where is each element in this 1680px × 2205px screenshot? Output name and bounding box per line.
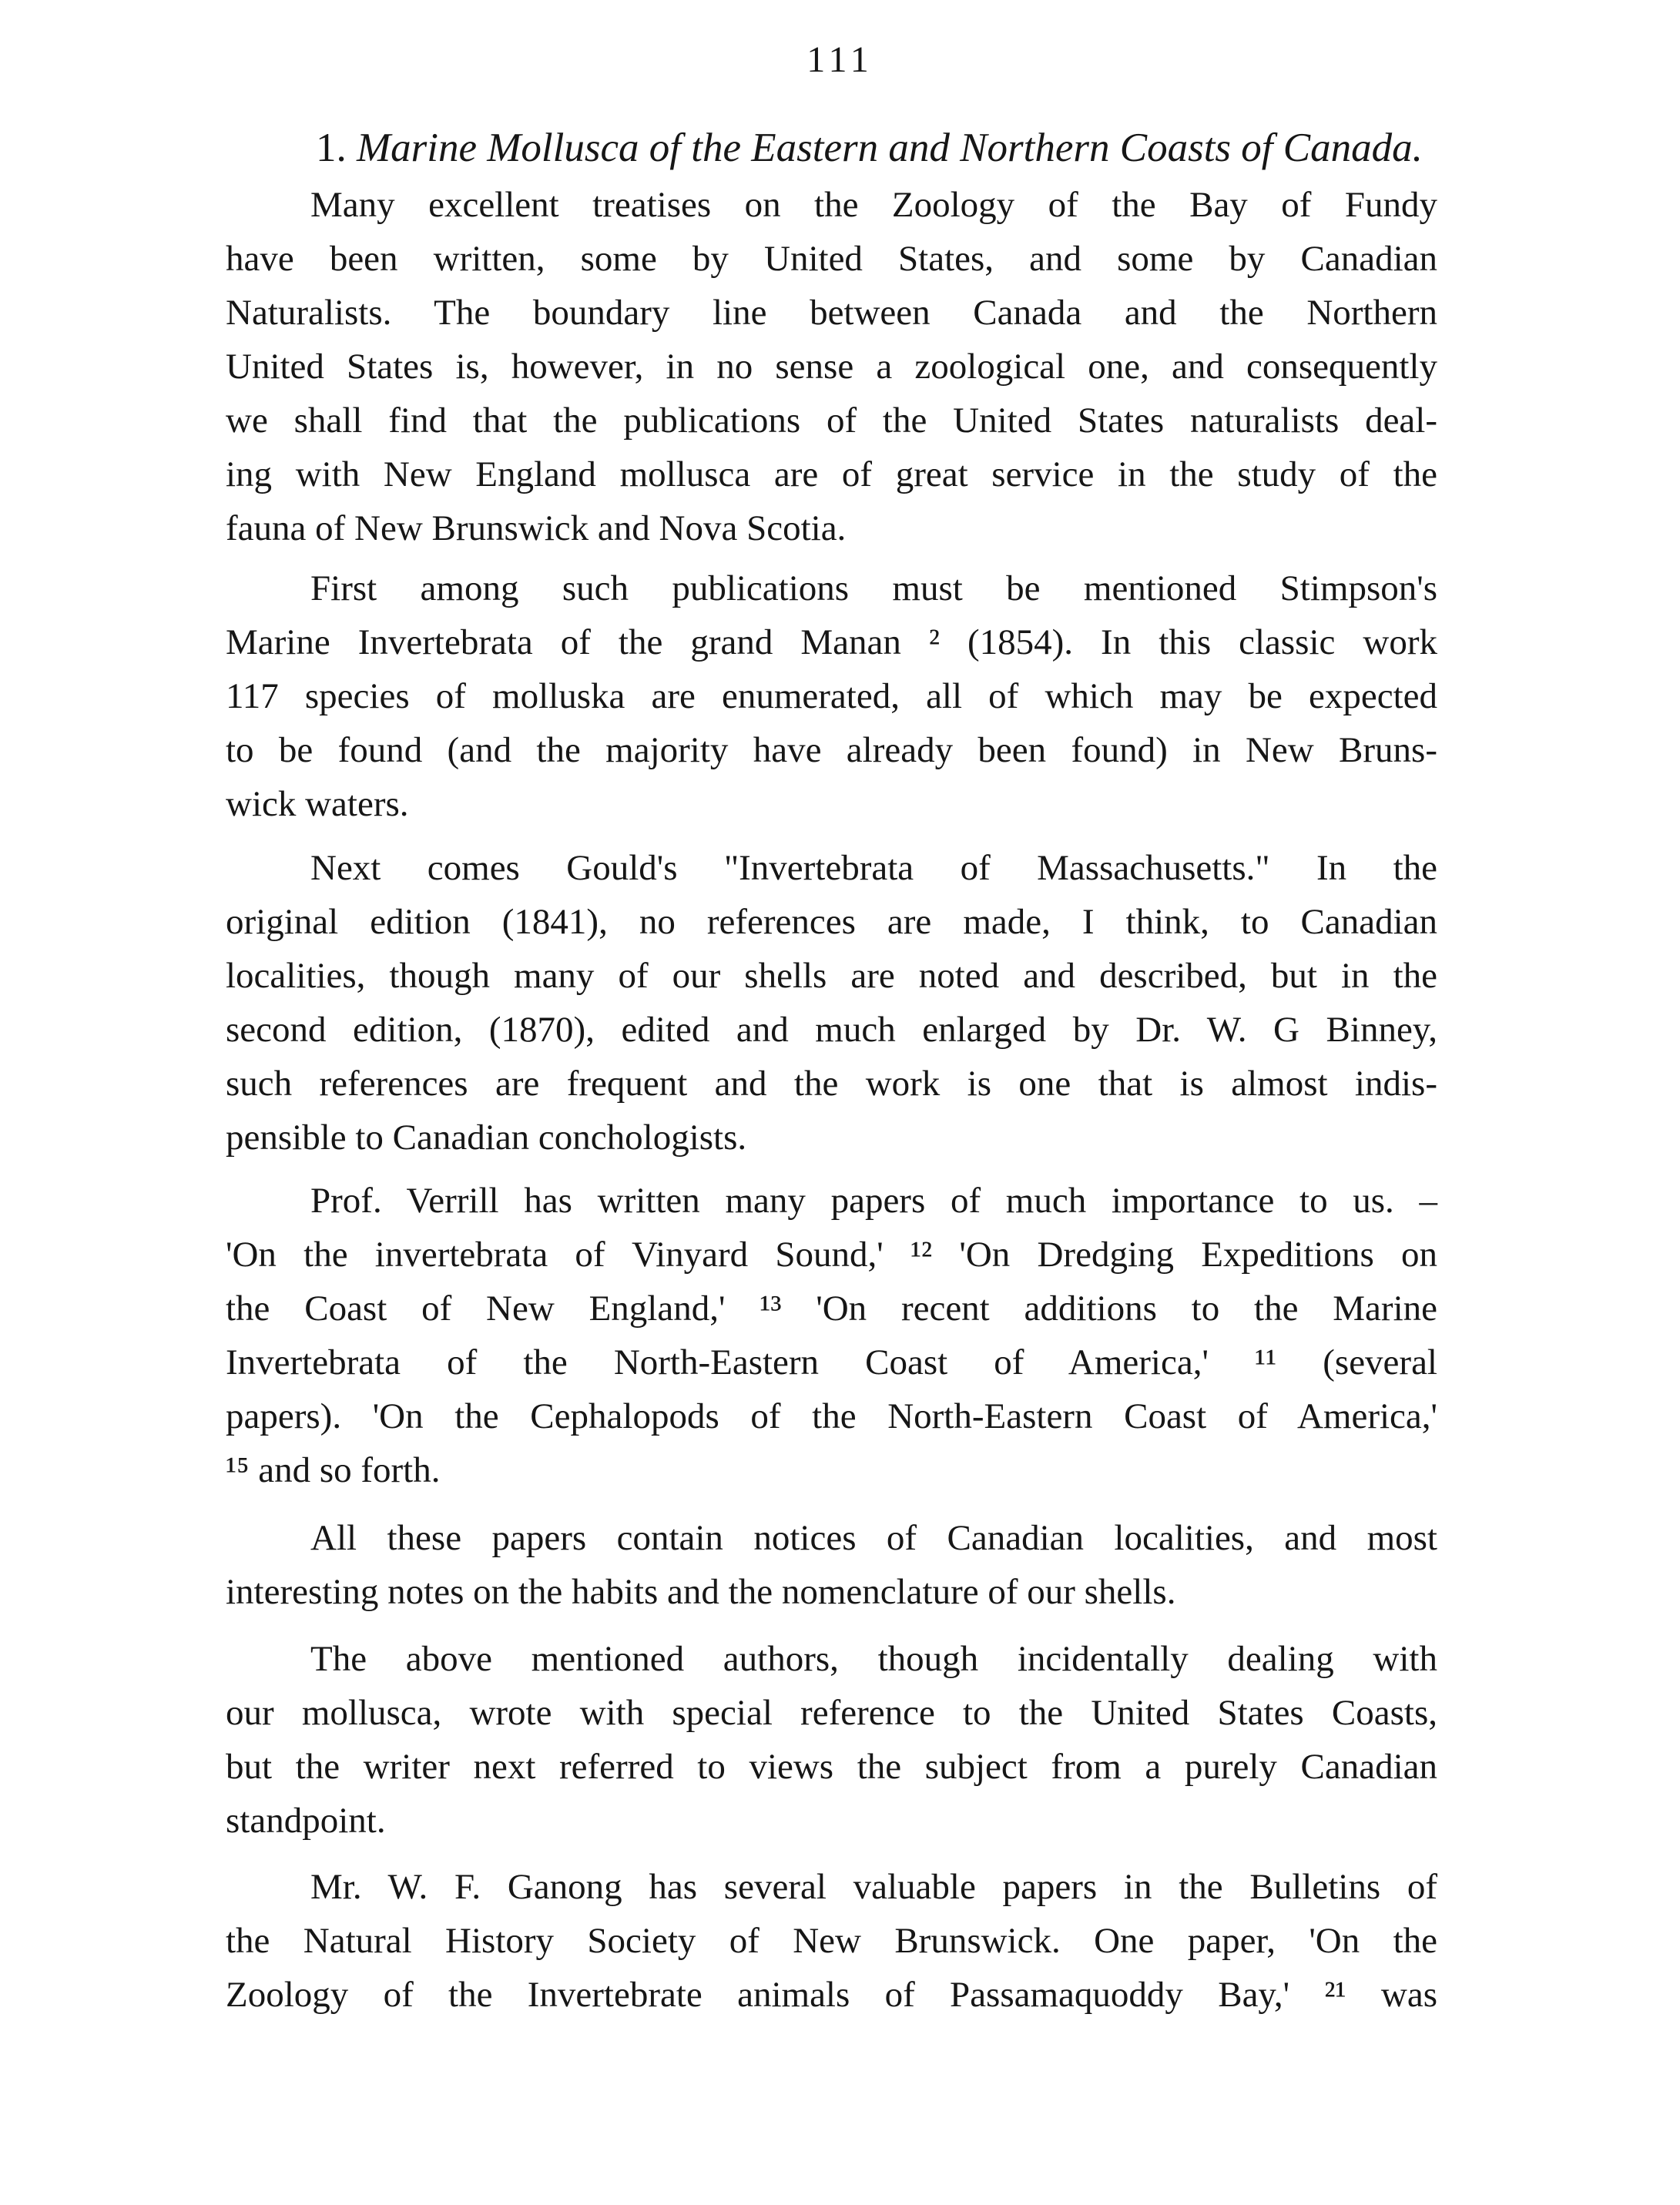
text-line: have been written, some by United States, and some by Canadian — [226, 239, 1437, 279]
text-line: Many excellent treatises on the Zoology of the Bay of Fundy — [310, 185, 1437, 225]
text-line: 117 species of molluska are enumerated, all of which may be expected — [226, 676, 1437, 716]
text-line: our mollusca, wrote with special reference to the United States Coasts, — [226, 1693, 1437, 1733]
text-line: papers). 'On the Cephalopods of the North-Eastern Coast of America,' — [226, 1396, 1437, 1436]
text-line: United States is, however, in no sense a zoological one, and consequently — [226, 347, 1437, 387]
text-line: but the writer next referred to views the subject from a purely Canadian — [226, 1747, 1437, 1787]
text-line: standpoint. — [226, 1801, 386, 1841]
section-number: 1. — [316, 126, 347, 170]
text-line: Marine Invertebrata of the grand Manan ² (1854). In this classic work — [226, 622, 1437, 662]
section-title: Marine Mollusca of the Eastern and Northern Coasts of Canada. — [357, 126, 1423, 170]
text-line: to be found (and the majority have already been found) in New Bruns- — [226, 730, 1437, 770]
section-heading — [316, 122, 1448, 174]
text-line: wick waters. — [226, 784, 409, 824]
text-line: Naturalists. The boundary line between Canada and the Northern — [226, 293, 1437, 333]
text-line: Prof. Verrill has written many papers of much importance to us. – — [310, 1181, 1437, 1221]
text-line: fauna of New Brunswick and Nova Scotia. — [226, 508, 847, 548]
text-line: pensible to Canadian conchologists. — [226, 1118, 747, 1158]
text-line: Mr. W. F. Ganong has several valuable papers in the Bulletins of — [310, 1867, 1437, 1907]
text-line: ing with New England mollusca are of great service in the study of the — [226, 454, 1437, 494]
text-line: Invertebrata of the North-Eastern Coast of America,' ¹¹ (several — [226, 1342, 1437, 1382]
text-line: 'On the invertebrata of Vinyard Sound,' ¹² 'On Dredging Expeditions on — [226, 1235, 1437, 1275]
text-line: First among such publications must be mentioned Stimpson's — [310, 568, 1437, 608]
text-line: the Coast of New England,' ¹³ 'On recent additions to the Marine — [226, 1288, 1437, 1329]
text-line: second edition, (1870), edited and much enlarged by Dr. W. G Binney, — [226, 1010, 1437, 1050]
text-line: localities, though many of our shells are noted and described, but in the — [226, 956, 1437, 996]
text-line: Next comes Gould's "Invertebrata of Massachusetts." In the — [310, 848, 1437, 888]
text-line: All these papers contain notices of Canadian localities, and most — [310, 1518, 1437, 1558]
page-number: 111 — [806, 39, 874, 80]
text-line: we shall find that the publications of the United States naturalists deal- — [226, 400, 1437, 441]
text-line: Zoology of the Invertebrate animals of Passamaquoddy Bay,' ²¹ was — [226, 1975, 1437, 2015]
text-line: The above mentioned authors, though incidentally dealing with — [310, 1639, 1437, 1679]
text-line: ¹⁵ and so forth. — [226, 1450, 441, 1490]
text-line: interesting notes on the habits and the nomenclature of our shells. — [226, 1572, 1176, 1612]
text-line: such references are frequent and the work is one that is almost indis- — [226, 1064, 1437, 1104]
text-line: original edition (1841), no references are made, I think, to Canadian — [226, 902, 1437, 942]
text-line: the Natural History Society of New Brunswick. One paper, 'On the — [226, 1921, 1437, 1961]
